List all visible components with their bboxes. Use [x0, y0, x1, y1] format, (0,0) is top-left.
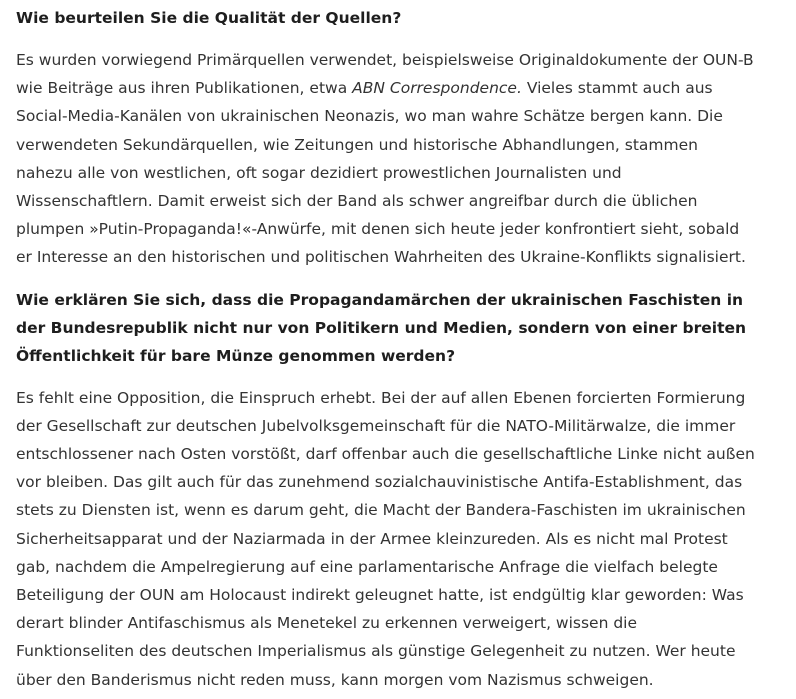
interview-question-2: Wie erklären Sie sich, dass die Propagandamärchen der ukrainischen Faschisten in der Bundesrepublik nicht nur von Politikern und Medien, sondern von einer breiten Öffentlichkeit für bare Münze genommen werden?	[16, 290, 747, 365]
answer-1-text-end: Vieles stammt auch aus Social-Media-Kanälen von ukrainischen Neonazis, wo man wahre Schätze bergen kann. Die verwendeten Sekundärquellen, wie Zeitungen und historische Abhandlungen, stammen nahezu alle von westlichen, oft sogar dezidiert prowestlichen Journalisten und Wissenschaftlern. Damit erweist sich der Band als schwer angreifbar durch die üblichen plumpen »Putin-Propaganda!«-Anwürfe, mit denen sich heute jeder konfrontiert sieht, sobald er Interesse an den historischen und politischen Wahrheiten des Ukraine-Konflikts signalisiert.	[16, 79, 746, 267]
interview-answer-1	[16, 46, 756, 272]
answer-1-text-start: Es wurden vorwiegend Primärquellen verwendet, beispielsweise Originaldokumente der OUN-B wie Beiträge aus ihren Publikationen, etwa	[16, 51, 754, 98]
interview-question-1: Wie beurteilen Sie die Qualität der Quellen?	[16, 9, 402, 27]
interview-answer-2: Es fehlt eine Opposition, die Einspruch erhebt. Bei der auf allen Ebenen forcierten Formierung der Gesellschaft zur deutschen Jubelvolksgemeinschaft für die NATO-Militärwalze, die immer entschlossener nach Osten vorstößt, darf offenbar auch die gesellschaftliche Linke nicht außen vor bleiben. Das gilt auch für das zunehmend sozialchauvinistische Antifa-Establishment, das stets zu Diensten ist, wenn es darum geht, die Macht der Bandera-Faschisten im ukrainischen Sicherheitsapparat und der Naziarmada in der Armee kleinzureden. Als es nicht mal Protest gab, nachdem die Ampelregierung auf eine parlamentarische Anfrage die vielfach belegte Beteiligung der OUN am Holocaust indirekt geleugnet hatte, ist endgültig klar geworden: Was derart blinder Antifaschismus als Menetekel zu erkennen verweigert, wissen die Funktionseliten des deutschen Imperialismus als günstige Gelegenheit zu nutzen. Wer heute über den Banderismus nicht reden muss, kann morgen vom Nazismus schweigen.	[16, 388, 755, 689]
publication-title: ABN Correspondence.	[352, 79, 522, 98]
